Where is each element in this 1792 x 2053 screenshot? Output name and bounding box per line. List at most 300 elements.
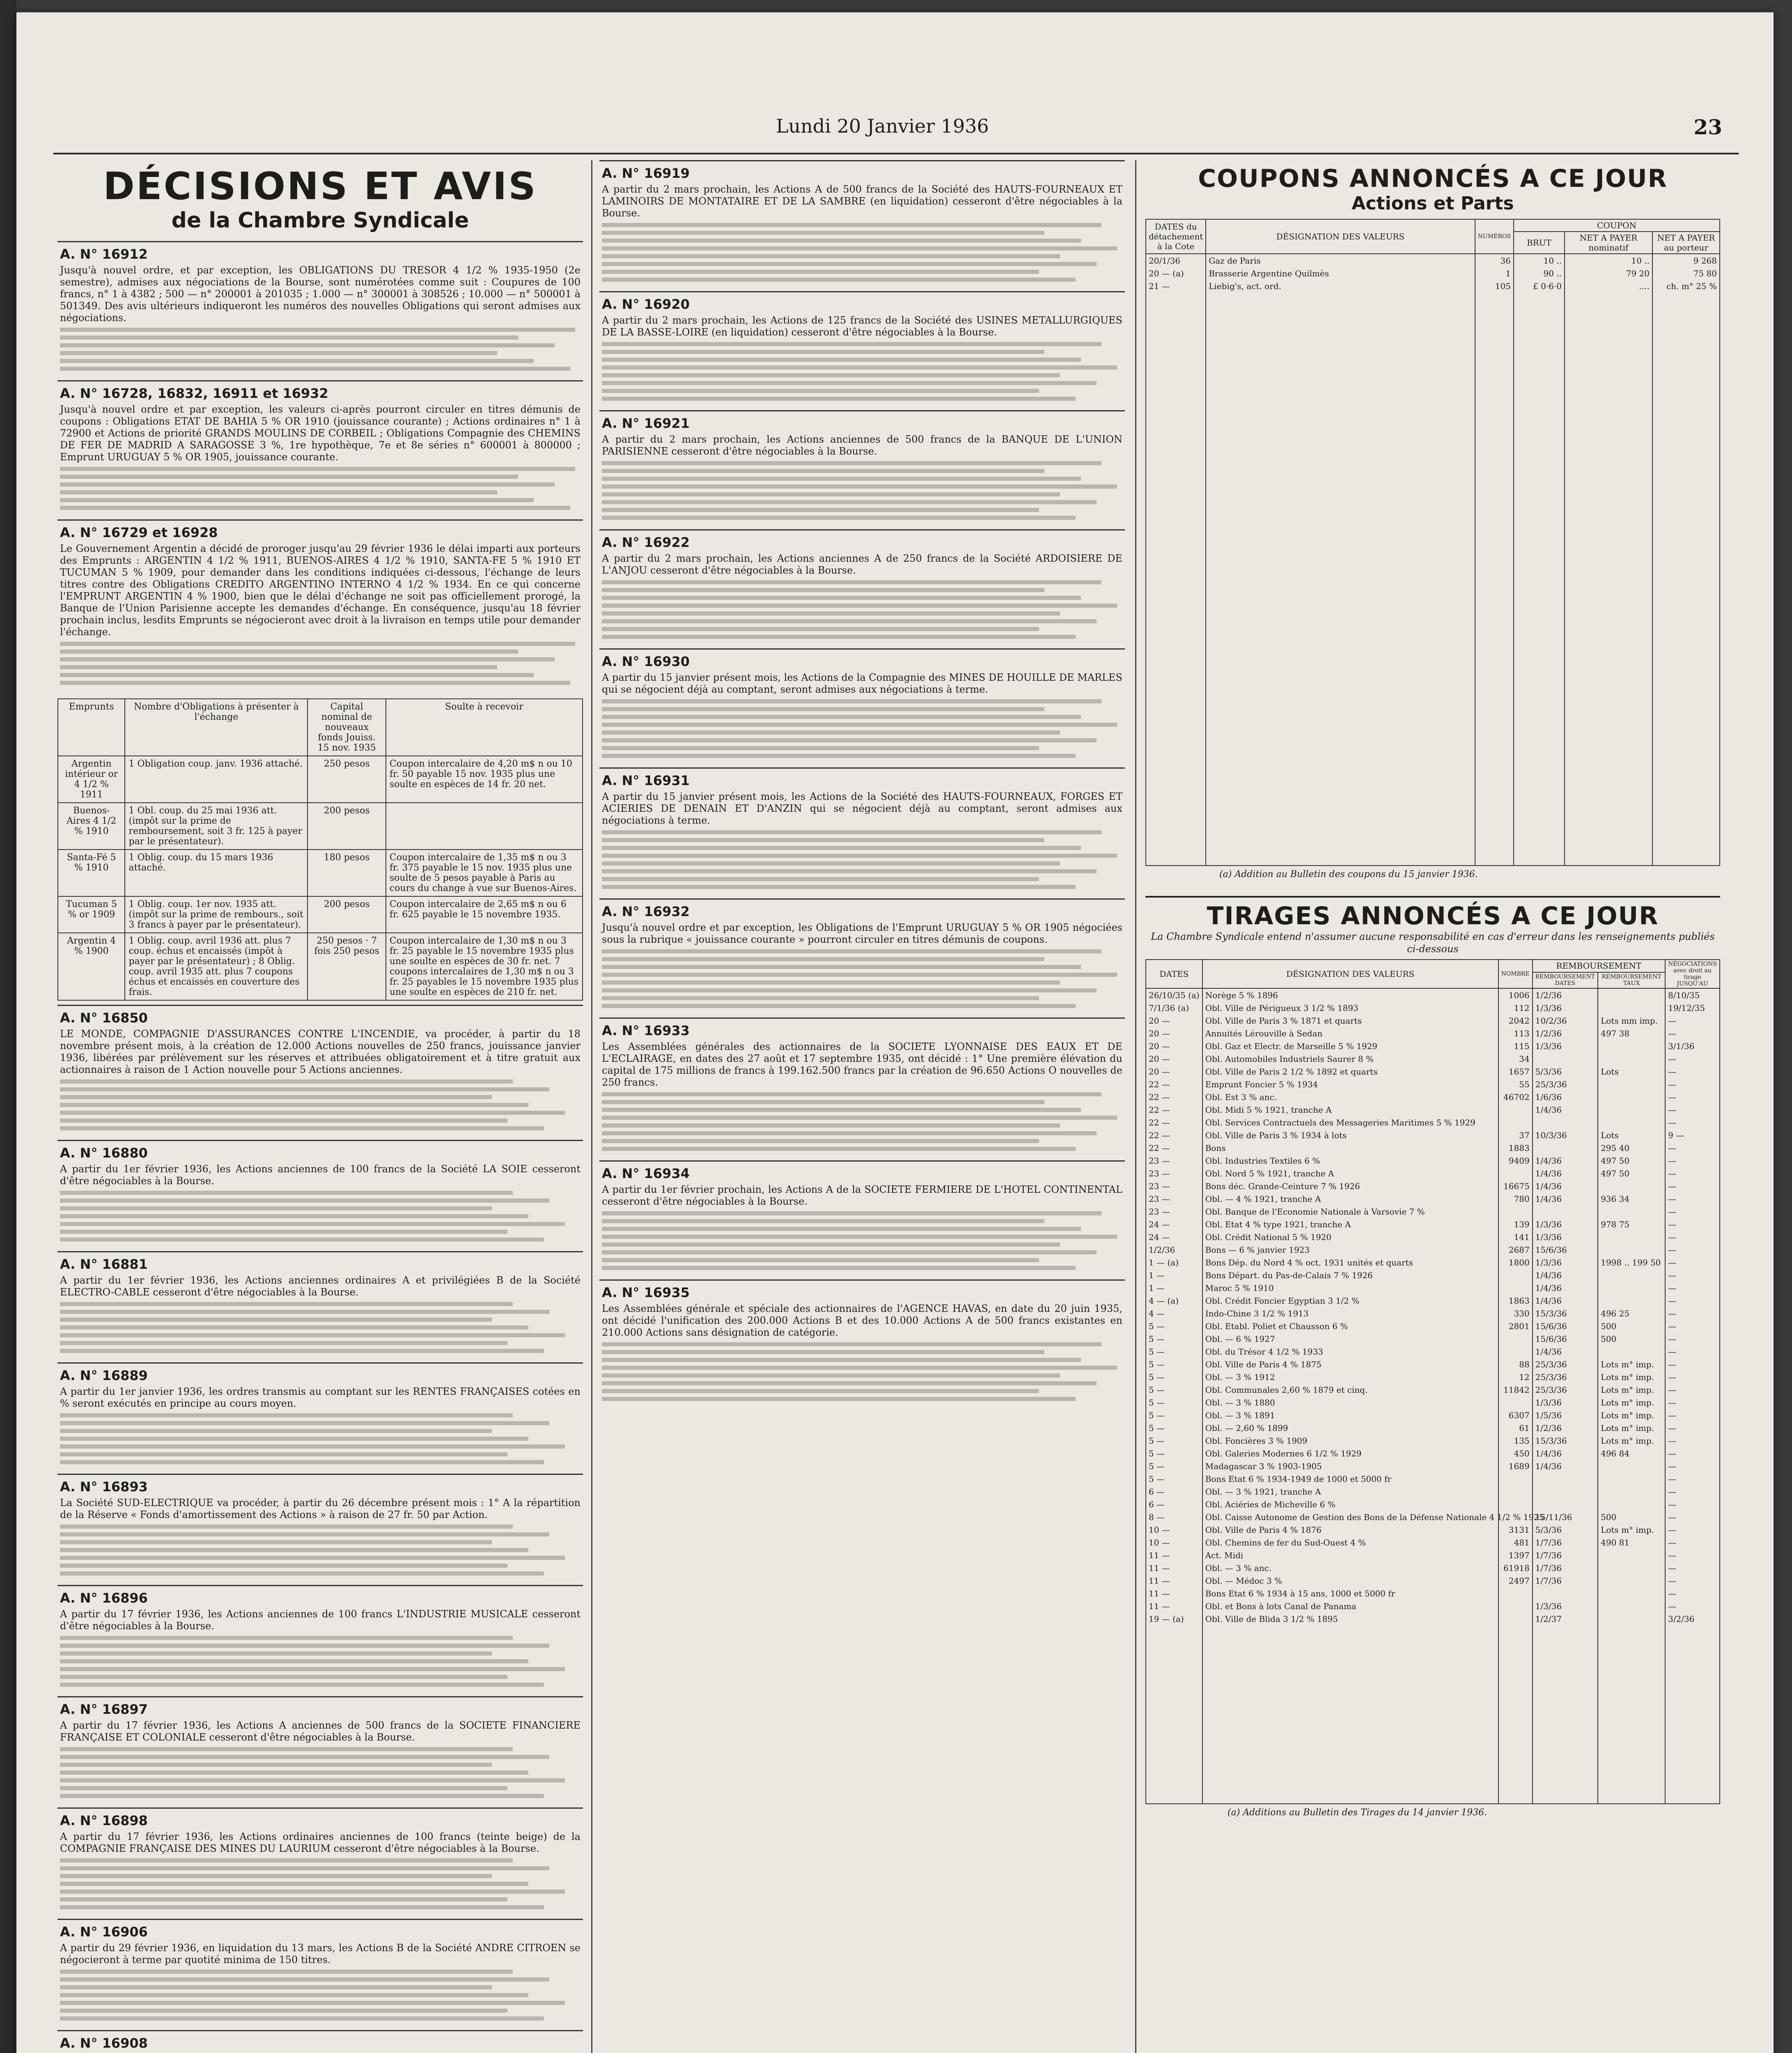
tirage-cell <box>1498 1345 1533 1358</box>
tirage-cell: 25/3/36 <box>1533 1358 1598 1371</box>
coupons-col-porteur: NET A PAYER au porteur <box>1652 232 1720 254</box>
page-header <box>62 115 1730 144</box>
tirage-cell: 481 <box>1498 1536 1533 1549</box>
tirage-cell <box>1598 1040 1665 1052</box>
decision-number: A. N° 16934 <box>602 1166 690 1181</box>
exchange-cell: Argentin intérieur or 4 1/2 % 1911 <box>58 756 125 803</box>
tirage-cell: 2801 <box>1498 1320 1533 1332</box>
tirage-cell: 7/1/36 (a) <box>1146 1001 1202 1014</box>
tirage-cell: Obl. — 3 % 1891 <box>1202 1409 1498 1421</box>
decision-number: A. N° 16893 <box>60 1479 148 1495</box>
tirage-row <box>1146 1332 1720 1345</box>
tirage-cell: 22 — <box>1146 1141 1202 1154</box>
tirage-cell: 1689 <box>1498 1460 1533 1472</box>
tirage-cell: — <box>1665 1065 1720 1078</box>
tirage-row <box>1146 1103 1720 1116</box>
filler-text-lines <box>602 580 1122 639</box>
coupon-empty-row <box>1146 738 1720 751</box>
tirage-row <box>1146 1523 1720 1536</box>
coupon-cell: 1 <box>1475 267 1514 280</box>
decision-number: A. N° 16919 <box>602 165 690 181</box>
coupon-empty-row <box>1146 661 1720 674</box>
exchange-cell: Coupon intercalaire de 1,35 m$ n ou 3 fr. 375 payable le 15 nov. 1935 plus une soulte de 5 pesos payable à Paris au cours du change à vue sur Buenos-Aires. <box>386 850 583 896</box>
tirage-cell: 20 — <box>1146 1065 1202 1078</box>
tirage-cell: 1/7/36 <box>1533 1549 1598 1562</box>
tirage-row <box>1146 1141 1720 1154</box>
exchange-header-cell: Capital nominal de nouveaux fonds Jouiss. 15 nov. 1935 <box>307 699 385 756</box>
decision-text: Jusqu'à nouvel ordre et par exception, les Obligations de l'Emprunt URUGUAY 5 % OR 1905 négociées sous la rubrique « jouissance courante » pourront circuler en titres démunis de coupons. <box>602 922 1122 945</box>
exchange-cell: 250 pesos <box>307 756 385 803</box>
tirage-cell: 1/3/36 <box>1533 1001 1598 1014</box>
tirage-cell <box>1598 1103 1665 1116</box>
exchange-cell: Coupon intercalaire de 1,30 m$ n ou 3 fr. 25 payable le 15 novembre 1935 plus une soulte en espèces de 30 fr. net. 7 coupons intercalaires de 1,30 m$ n ou 3 fr. 25 payables le 15 novembre 1935 plus une soulte en espèces de 210 fr. net. <box>386 933 583 1000</box>
tirage-cell: 88 <box>1498 1358 1533 1371</box>
tirage-cell: Obl. — 3 % 1912 <box>1202 1371 1498 1383</box>
tirage-row <box>1146 1485 1720 1498</box>
tirage-cell: Obl. Services Contractuels des Messageries Maritimes 5 % 1929 <box>1202 1116 1498 1129</box>
decision-text: A partir du 1er février 1936, les Actions anciennes de 100 francs de la Société LA SOIE cesseront d'être négociables à la Bourse. <box>60 1163 581 1187</box>
tirage-cell: Lots mm imp. <box>1598 1014 1665 1027</box>
coupon-empty-row <box>1146 471 1720 483</box>
decision-text: A partir du 17 février 1936, les Actions anciennes de 100 francs L'INDUSTRIE MUSICALE cesseront d'être négociables à la Bourse. <box>60 1608 581 1632</box>
tirage-cell: 1/4/36 <box>1533 1103 1598 1116</box>
tirage-cell: — <box>1665 1014 1720 1027</box>
exchange-cell: 250 pesos · 7 fois 250 pesos <box>307 933 385 1000</box>
tirage-cell: Lots <box>1598 1129 1665 1141</box>
decision-item <box>57 2030 583 2053</box>
tirage-cell: Obl. Gaz et Electr. de Marseille 5 % 1929 <box>1202 1040 1498 1052</box>
tirage-row <box>1146 1345 1720 1358</box>
tirage-cell: 5 — <box>1146 1371 1202 1383</box>
tirage-cell: 61918 <box>1498 1562 1533 1574</box>
tirage-cell <box>1498 1116 1533 1129</box>
tirage-cell: — <box>1665 1562 1720 1574</box>
tirage-cell: 1 — <box>1146 1269 1202 1281</box>
tirage-cell <box>1498 1332 1533 1345</box>
tirage-row <box>1146 1243 1720 1256</box>
tirage-cell: Annuités Lérouville à Sedan <box>1202 1027 1498 1040</box>
tirage-cell <box>1498 1600 1533 1612</box>
coupon-empty-row <box>1146 521 1720 534</box>
tirage-cell: Bons <box>1202 1141 1498 1154</box>
decision-item <box>57 519 583 694</box>
decision-number: A. N° 16897 <box>60 1702 148 1717</box>
tirage-cell <box>1598 1116 1665 1129</box>
tirage-cell: 1/5/36 <box>1533 1409 1598 1421</box>
tirage-cell: Emprunt Foncier 5 % 1934 <box>1202 1078 1498 1091</box>
coupon-cell: Gaz de Paris <box>1206 254 1475 267</box>
tirage-cell <box>1598 1091 1665 1103</box>
tirage-cell <box>1498 1167 1533 1180</box>
tirage-cell: — <box>1665 1218 1720 1231</box>
tirage-row <box>1146 1180 1720 1192</box>
coupon-empty-row <box>1146 331 1720 343</box>
exchange-row <box>58 803 583 850</box>
tirage-cell: 8/10/35 <box>1665 988 1720 1001</box>
tirage-cell: Lots <box>1598 1065 1665 1078</box>
tirage-cell: Obl. Ville de Paris 3 % 1934 à lots <box>1202 1129 1498 1141</box>
tirage-cell: 23 — <box>1146 1180 1202 1192</box>
tirage-row <box>1146 1600 1720 1612</box>
coupon-empty-row <box>1146 534 1720 547</box>
tirage-cell <box>1598 1231 1665 1243</box>
tirage-row <box>1146 1269 1720 1281</box>
tirage-cell: 1/3/36 <box>1533 1040 1598 1052</box>
tirage-cell: 1 — <box>1146 1281 1202 1294</box>
decision-number: A. N° 16889 <box>60 1368 148 1383</box>
tirages-col-remboursement: REMBOURSEMENT <box>1533 960 1665 972</box>
tirage-row <box>1146 1281 1720 1294</box>
filler-text-lines <box>60 1079 581 1130</box>
tirage-cell: 25/3/36 <box>1533 1078 1598 1091</box>
exchange-cell: 200 pesos <box>307 803 385 850</box>
exchange-header-cell: Nombre d'Obligations à présenter à l'échange <box>125 699 307 756</box>
tirage-cell: 1/2/36 <box>1533 988 1598 1001</box>
exchange-row <box>58 850 583 896</box>
tirage-row <box>1146 1065 1720 1078</box>
tirage-cell: 22 — <box>1146 1091 1202 1103</box>
tirage-cell: 15/6/36 <box>1533 1320 1598 1332</box>
tirage-row <box>1146 1027 1720 1040</box>
decision-item <box>57 241 583 380</box>
tirages-col-nombre: NOMBRE <box>1498 960 1533 988</box>
decision-text: A partir du 1er janvier 1936, les ordres transmis au comptant sur les RENTES FRANÇAISES cotées en % seront exécutés en principe au cours moyen. <box>60 1386 581 1409</box>
tirage-cell: 5 — <box>1146 1421 1202 1434</box>
tirage-cell <box>1598 1281 1665 1294</box>
tirage-cell: Lots m° imp. <box>1598 1434 1665 1447</box>
tirage-cell: 497 50 <box>1598 1154 1665 1167</box>
tirage-row <box>1146 1040 1720 1052</box>
tirage-cell: 5 — <box>1146 1396 1202 1409</box>
tirage-cell <box>1498 1587 1533 1600</box>
decision-item <box>57 1251 583 1362</box>
tirage-cell: Obl. — 6 % 1927 <box>1202 1332 1498 1345</box>
tirage-cell: Bons Etat 6 % 1934-1949 de 1000 et 5000 fr <box>1202 1472 1498 1485</box>
tirage-cell: 1/4/36 <box>1533 1269 1598 1281</box>
coupon-empty-row <box>1146 776 1720 789</box>
coupon-empty-row <box>1146 496 1720 509</box>
tirage-cell: Obl. — 2,60 % 1899 <box>1202 1421 1498 1434</box>
tirage-cell: — <box>1665 1205 1720 1218</box>
tirage-cell: 24 — <box>1146 1218 1202 1231</box>
tirage-row <box>1146 1383 1720 1396</box>
tirage-cell: 46702 <box>1498 1091 1533 1103</box>
tirage-row <box>1146 1231 1720 1243</box>
tirage-cell: 6 — <box>1146 1498 1202 1511</box>
tirage-cell: 1/4/36 <box>1533 1294 1598 1307</box>
decision-text: LE MONDE, COMPAGNIE D'ASSURANCES CONTRE L'INCENDIE, va procéder, à partir du 18 novembre présent mois, à la création de 12.000 Actions nouvelles de 250 francs, jouissance janvier 1936, libérées par prélèvement sur les réserves et attribuées obligatoirement et à titre gratuit aux actionnaires à raison de 1 Action nouvelle pour 5 Actions anciennes. <box>60 1028 581 1075</box>
coupon-cell: 10 .. <box>1514 254 1565 267</box>
decision-item <box>57 1474 583 1585</box>
coupon-empty-row <box>1146 636 1720 649</box>
tirage-cell: — <box>1665 1116 1720 1129</box>
decision-text: Les Assemblées générales des actionnaires de la SOCIETE LYONNAISE DES EAUX ET DE L'ECLAIRAGE, en dates des 27 août et 17 septembre 1935, ont décidé : 1° Une première élévation du capital de 175 millions de francs à 199.162.500 francs par la création de 96.650 Actions O nouvelles de 250 francs. <box>602 1041 1122 1088</box>
tirage-cell: 490 81 <box>1598 1536 1665 1549</box>
tirage-cell: 4 — (a) <box>1146 1294 1202 1307</box>
coupon-cell: 21 — <box>1146 280 1206 292</box>
tirage-cell <box>1598 1549 1665 1562</box>
tirage-cell: 497 38 <box>1598 1027 1665 1040</box>
tirage-empty-row <box>1146 1689 1720 1702</box>
tirage-cell: 15/3/36 <box>1533 1434 1598 1447</box>
decisions-items-after <box>57 1005 583 2053</box>
decision-number: A. N° 16912 <box>60 246 148 262</box>
tirage-cell: Obl. Chemins de fer du Sud-Ouest 4 % <box>1202 1536 1498 1549</box>
tirage-cell: Obl. Banque de l'Economie Nationale à Varsovie 7 % <box>1202 1205 1498 1218</box>
decision-number: A. N° 16850 <box>60 1010 148 1026</box>
decision-item <box>599 529 1125 648</box>
header-rule <box>53 153 1739 154</box>
tirage-row <box>1146 1434 1720 1447</box>
tirage-cell: 500 <box>1598 1332 1665 1345</box>
decision-number: A. N° 16906 <box>60 1924 148 1940</box>
tirage-cell <box>1598 1498 1665 1511</box>
coupon-empty-row <box>1146 356 1720 369</box>
decision-number: A. N° 16935 <box>602 1285 690 1300</box>
tirage-cell: 1/4/36 <box>1533 1167 1598 1180</box>
tirage-cell <box>1598 1205 1665 1218</box>
decision-text: A partir du 29 février 1936, en liquidation du 13 mars, les Actions B de la Société ANDRE CITROEN se négocieront à terme par quotité minima de 150 titres. <box>60 1942 581 1966</box>
decisions-title: DÉCISIONS ET AVIS <box>103 164 537 208</box>
tirage-cell: 1/3/36 <box>1533 1396 1598 1409</box>
tirage-cell: 11 — <box>1146 1600 1202 1612</box>
tirage-cell: — <box>1665 1320 1720 1332</box>
tirage-cell: — <box>1665 1600 1720 1612</box>
tirage-cell: — <box>1665 1345 1720 1358</box>
tirage-cell <box>1498 1498 1533 1511</box>
tirage-cell: Lots m° imp. <box>1598 1421 1665 1434</box>
decision-text: A partir du 15 janvier présent mois, les Actions de la Compagnie des MINES DE HOUILLE DE MARLES qui se négocient déjà au comptant, seront admises aux négociations à terme. <box>602 672 1122 695</box>
tirage-cell <box>1498 1103 1533 1116</box>
tirage-row <box>1146 1320 1720 1332</box>
tirage-cell: — <box>1665 1027 1720 1040</box>
tirage-cell: Obl. Ville de Paris 4 % 1876 <box>1202 1523 1498 1536</box>
tirage-cell: — <box>1665 1421 1720 1434</box>
decision-text: A partir du 1er février 1936, les Actions anciennes ordinaires A et privilégiées B de la Société ELECTRO-CABLE cesseront d'être négociables à la Bourse. <box>60 1275 581 1298</box>
tirage-cell: 10 — <box>1146 1523 1202 1536</box>
coupon-cell: Liebig's, act. ord. <box>1206 280 1475 292</box>
tirage-row <box>1146 1358 1720 1371</box>
tirage-cell: 5/3/36 <box>1533 1523 1598 1536</box>
tirage-cell: Obl. Caisse Autonome de Gestion des Bons de la Défense Nationale 4 1/2 % 1925 <box>1202 1511 1498 1523</box>
tirage-row <box>1146 1091 1720 1103</box>
decision-text: A partir du 2 mars prochain, les Actions anciennes de 500 francs de la BANQUE DE L'UNION PARISIENNE cesseront d'être négociables à la Bourse. <box>602 434 1122 457</box>
tirage-cell: — <box>1665 1358 1720 1371</box>
coupon-empty-row <box>1146 687 1720 700</box>
tirages-disclaimer: La Chambre Syndicale entend n'assumer aucune responsabilité en cas d'erreur dans les renseignements publiés ci-dessous <box>1151 931 1715 955</box>
exchange-cell: 1 Obl. coup. du 25 mai 1936 att. (impôt sur la prime de remboursement, soit 3 fr. 125 à payer par le présentateur). <box>125 803 307 850</box>
tirage-cell: 20 — <box>1146 1040 1202 1052</box>
tirage-cell: 5 — <box>1146 1332 1202 1345</box>
exchange-cell: Argentin 4 % 1900 <box>58 933 125 1000</box>
tirage-cell: — <box>1665 1485 1720 1498</box>
decision-number: A. N° 16931 <box>602 773 690 788</box>
filler-text-lines <box>60 467 581 510</box>
tirage-cell: 5 — <box>1146 1345 1202 1358</box>
tirage-cell: Norège 5 % 1896 <box>1202 988 1498 1001</box>
coupon-row <box>1146 280 1720 292</box>
tirage-row <box>1146 1562 1720 1574</box>
tirage-row <box>1146 1116 1720 1129</box>
page-number: 23 <box>1693 115 1722 139</box>
tirage-cell: Obl. et Bons à lots Canal de Panama <box>1202 1600 1498 1612</box>
tirage-row <box>1146 1612 1720 1625</box>
tirage-cell: 139 <box>1498 1218 1533 1231</box>
tirage-cell: 1/3/36 <box>1533 1218 1598 1231</box>
tirage-cell: Obl. Ville de Paris 4 % 1875 <box>1202 1358 1498 1371</box>
tirage-cell <box>1533 1052 1598 1065</box>
exchange-header-cell: Soulte à recevoir <box>386 699 583 756</box>
decision-number: A. N° 16930 <box>602 654 690 669</box>
decision-item <box>57 1362 583 1474</box>
exchange-cell: Buenos-Aires 4 1/2 % 1910 <box>58 803 125 850</box>
tirage-cell: 497 50 <box>1598 1167 1665 1180</box>
tirage-cell: 3/1/36 <box>1665 1040 1720 1052</box>
coupon-cell: 75 80 <box>1652 267 1720 280</box>
coupon-cell: 90 .. <box>1514 267 1565 280</box>
tirages-col-designation: DÉSIGNATION DES VALEURS <box>1202 960 1498 988</box>
coupons-title: COUPONS ANNONCÉS A CE JOUR <box>1198 164 1668 193</box>
coupon-cell: 20 — (a) <box>1146 267 1206 280</box>
tirage-cell: 23 — <box>1146 1192 1202 1205</box>
exchange-row <box>58 933 583 1000</box>
tirage-cell: 2497 <box>1498 1574 1533 1587</box>
tirage-cell: — <box>1665 1103 1720 1116</box>
tirage-cell: — <box>1665 1523 1720 1536</box>
tirage-cell: — <box>1665 1396 1720 1409</box>
tirage-cell: 1397 <box>1498 1549 1533 1562</box>
coupon-cell: 10 .. <box>1565 254 1652 267</box>
tirage-cell: 9 — <box>1665 1129 1720 1141</box>
tirage-cell: — <box>1665 1498 1720 1511</box>
tirage-cell: Obl. Nord 5 % 1921, tranche A <box>1202 1167 1498 1180</box>
tirage-cell: 1/4/36 <box>1533 1192 1598 1205</box>
tirage-cell: — <box>1665 1243 1720 1256</box>
tirage-cell: Obl. Ville de Paris 2 1/2 % 1892 et quarts <box>1202 1065 1498 1078</box>
decision-item <box>599 648 1125 767</box>
filler-text-lines <box>602 223 1122 282</box>
tirage-cell: 112 <box>1498 1001 1533 1014</box>
decision-item <box>599 160 1125 291</box>
coupon-empty-row <box>1146 623 1720 636</box>
tirage-cell: Lots m° imp. <box>1598 1409 1665 1421</box>
exchange-row <box>58 756 583 803</box>
tirage-row <box>1146 1256 1720 1269</box>
coupon-empty-row <box>1146 381 1720 394</box>
tirage-cell: 5 — <box>1146 1358 1202 1371</box>
coupon-empty-row <box>1146 445 1720 458</box>
tirage-cell: 23 — <box>1146 1205 1202 1218</box>
coupon-empty-row <box>1146 801 1720 814</box>
tirage-cell <box>1498 1472 1533 1485</box>
tirage-cell: Lots m° imp. <box>1598 1383 1665 1396</box>
decisions-column <box>57 160 583 2053</box>
coupon-empty-row <box>1146 420 1720 432</box>
tirage-cell <box>1598 1243 1665 1256</box>
decision-text: A partir du 2 mars prochain, les Actions anciennes A de 250 francs de la Société ARDOISIERE DE L'ANJOU cesseront d'être négociables à la Bourse. <box>602 553 1122 576</box>
coupon-empty-row <box>1146 598 1720 611</box>
tirage-cell <box>1598 1001 1665 1014</box>
tirage-cell: 16675 <box>1498 1180 1533 1192</box>
tirage-cell: — <box>1665 1154 1720 1167</box>
decision-number: A. N° 16881 <box>60 1256 148 1272</box>
coupons-note: (a) Addition au Bulletin des coupons du 15 janvier 1936. <box>1219 869 1478 880</box>
decision-text: A partir du 17 février 1936, les Actions ordinaires anciennes de 100 francs (teinte beige) de la COMPAGNIE FRANÇAISE DES MINES DU LAURIUM cesseront d'être négociables à la Bourse. <box>60 1831 581 1854</box>
tirage-cell: 11 — <box>1146 1574 1202 1587</box>
coupon-empty-row <box>1146 814 1720 827</box>
coupon-empty-row <box>1146 292 1720 305</box>
middle-column <box>599 160 1125 2053</box>
scan-left-edge <box>0 0 16 2053</box>
tirage-row <box>1146 1014 1720 1027</box>
tirage-cell: Obl. Communales 2,60 % 1879 et cinq. <box>1202 1383 1498 1396</box>
tirage-row <box>1146 1587 1720 1600</box>
tirage-cell <box>1598 1574 1665 1587</box>
tirage-cell: 4 — <box>1146 1307 1202 1320</box>
tirage-cell: — <box>1665 1549 1720 1562</box>
tirage-cell: 3131 <box>1498 1523 1533 1536</box>
coupons-col-nominatif: NET A PAYER nominatif <box>1565 232 1652 254</box>
decision-item <box>599 1160 1125 1279</box>
tirage-cell: — <box>1665 1294 1720 1307</box>
middle-items <box>599 160 1125 1410</box>
coupon-empty-row <box>1146 407 1720 420</box>
tirage-cell: — <box>1665 1281 1720 1294</box>
coupon-empty-row <box>1146 751 1720 763</box>
exchange-row <box>58 896 583 933</box>
tirage-cell: Obl. — 3 % 1880 <box>1202 1396 1498 1409</box>
tirage-cell: 1/2/37 <box>1533 1612 1598 1625</box>
coupon-empty-row <box>1146 305 1720 318</box>
tirage-cell: Obl. Ville de Périgueux 3 1/2 % 1893 <box>1202 1001 1498 1014</box>
tirage-cell: — <box>1665 1383 1720 1396</box>
tirage-row <box>1146 1205 1720 1218</box>
tirage-cell: Bons Dép. du Nord 4 % oct. 1931 unités et quarts <box>1202 1256 1498 1269</box>
coupon-empty-row <box>1146 343 1720 356</box>
tirage-row <box>1146 1574 1720 1587</box>
decision-text: A partir du 15 janvier présent mois, les Actions de la Société des HAUTS-FOURNEAUX, FORGES ET ACIERIES DE DENAIN ET D'ANZIN qui se négocient déjà au comptant, seront admises aux négociations à terme. <box>602 791 1122 826</box>
tirage-cell: 25/3/36 <box>1533 1371 1598 1383</box>
tirage-row <box>1146 1154 1720 1167</box>
tirage-cell: 450 <box>1498 1447 1533 1460</box>
tirage-cell: Obl. Ville de Blida 3 1/2 % 1895 <box>1202 1612 1498 1625</box>
decision-item <box>599 767 1125 898</box>
tirage-row <box>1146 1129 1720 1141</box>
coupon-cell: .... <box>1565 280 1652 292</box>
filler-text-lines <box>602 1211 1122 1270</box>
tirage-row <box>1146 1371 1720 1383</box>
tirage-row <box>1146 1396 1720 1409</box>
tirage-cell: — <box>1665 1192 1720 1205</box>
filler-text-lines <box>602 699 1122 758</box>
tirage-row <box>1146 1409 1720 1421</box>
tirage-cell: — <box>1665 1078 1720 1091</box>
tirage-cell <box>1498 1396 1533 1409</box>
coupon-cell: 79 20 <box>1565 267 1652 280</box>
tirage-cell: 22 — <box>1146 1078 1202 1091</box>
tirage-cell: 26/10/35 (a) <box>1146 988 1202 1001</box>
tirage-cell: — <box>1665 1256 1720 1269</box>
tirage-cell: 1/7/36 <box>1533 1562 1598 1574</box>
tirage-cell <box>1498 1612 1533 1625</box>
tirage-cell: Maroc 5 % 1910 <box>1202 1281 1498 1294</box>
tirage-cell: 20 — <box>1146 1014 1202 1027</box>
column-separator <box>591 160 592 2053</box>
coupon-empty-row <box>1146 483 1720 496</box>
tirage-empty-row <box>1146 1778 1720 1791</box>
exchange-cell: 1 Oblig. coup. 1er nov. 1935 att. (impôt sur la prime de rembours., soit 3 francs à payer par le présentateur). <box>125 896 307 933</box>
tirages-footnote: (a) Additions au Bulletin des Tirages du 14 janvier 1936. <box>1228 1807 1487 1818</box>
